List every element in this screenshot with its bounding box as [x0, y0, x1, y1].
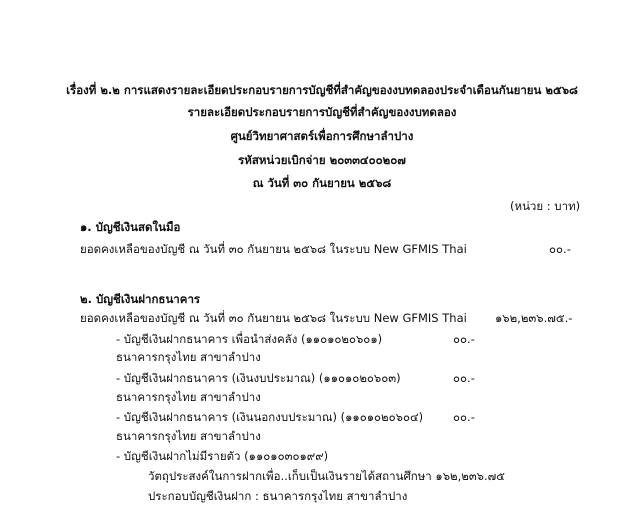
bank-account-item-bank: ธนาคารกรุงไทย สาขาลำปาง	[116, 390, 261, 404]
bank-account-item-label: - บัญชีเงินฝากธนาคาร (เงินงบประมาณ) (๑๑๐๑๐๒๐๖๐๓)	[116, 371, 401, 385]
as-of-date: ณ วันที่ ๓๐ กันยายน ๒๕๖๘	[252, 176, 392, 190]
unallocated-deposit-label: - บัญชีเงินฝากไม่มีรายตัว (๑๑๐๑๐๓๐๑๙๙)	[116, 449, 329, 463]
bank-account-item-label: - บัญชีเงินฝากธนาคาร (เงินนอกงบประมาณ) (๑๑๐๑๐๒๐๖๐๔)	[116, 410, 424, 424]
document-subtitle: รายละเอียดประกอบรายการบัญชีที่สำคัญของงบทดลอง	[187, 105, 457, 119]
bank-account-item-value: ๐๐.-	[453, 332, 475, 346]
bank-account-item-value: ๐๐.-	[453, 410, 475, 424]
cash-balance-value: ๐๐.-	[549, 242, 571, 256]
unallocated-deposit-purpose: วัตถุประสงค์ในการฝากเพื่อ..เก็บเป็นเงินรายได้สถานศึกษา ๑๖๒,๒๓๖.๗๕	[148, 469, 505, 483]
bank-account-item-value: ๐๐.-	[453, 371, 475, 385]
unallocated-deposit-detail: ประกอบบัญชีเงินฝาก : ธนาคารกรุงไทย สาขาลำปาง	[148, 489, 408, 503]
bank-section-heading: ๒. บัญชีเงินฝากธนาคาร	[80, 292, 201, 306]
cash-balance-label: ยอดคงเหลือของบัญชี ณ วันที่ ๓๐ กันยายน ๒๕๖๘ ในระบบ New GFMIS Thai	[80, 242, 467, 256]
bank-account-item-label: - บัญชีเงินฝากธนาคาร เพื่อนำส่งคลัง (๑๑๐๑๐๒๐๖๐๑)	[116, 332, 383, 346]
cash-section-heading: ๑. บัญชีเงินสดในมือ	[80, 220, 181, 234]
unit-label: (หน่วย : บาท)	[510, 199, 581, 213]
disbursement-unit-code: รหัสหน่วยเบิกจ่าย ๒๐๓๓๔๐๐๒๐๗	[238, 153, 406, 167]
bank-balance-value: ๑๖๒,๒๓๖.๗๕.-	[495, 311, 573, 325]
document-title: เรื่องที่ ๒.๒ การแสดงรายละเอียดประกอบรายการบัญชีที่สำคัญของงบทดลองประจำเดือนกันยายน ๒๕๖๘	[66, 83, 578, 97]
bank-account-item-bank: ธนาคารกรุงไทย สาขาลำปาง	[116, 350, 261, 364]
bank-balance-label: ยอดคงเหลือของบัญชี ณ วันที่ ๓๐ กันยายน ๒๕๖๘ ในระบบ New GFMIS Thai	[80, 311, 467, 325]
bank-account-item-bank: ธนาคารกรุงไทย สาขาลำปาง	[116, 429, 261, 443]
organization-name: ศูนย์วิทยาศาสตร์เพื่อการศึกษาลำปาง	[230, 129, 414, 143]
